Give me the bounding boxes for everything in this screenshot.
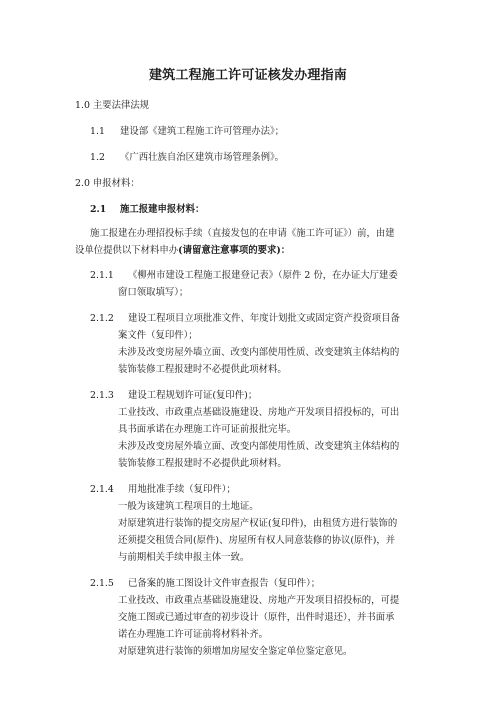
item-line: 对原建筑进行装饰的须增加房屋安全鉴定单位鉴定意见。 xyxy=(118,646,353,657)
intro-note: (请留意注意事项的要求)： xyxy=(178,245,291,256)
item-line: 一般为该建筑工程项目的土地证。 xyxy=(118,501,259,512)
item-text: 建设部《建筑工程施工许可管理办法》； xyxy=(120,126,285,137)
list-item-number: 2.1.5 xyxy=(90,578,114,589)
subsection-title: 施工报建申报材料： xyxy=(120,204,205,215)
section-heading-laws: 1.0 主要法律法规 xyxy=(75,100,150,111)
subsection-heading xyxy=(90,202,204,218)
list-item-number: 2.1.3 xyxy=(90,390,114,401)
list-item-number: 2.1.1 xyxy=(90,270,114,281)
item-line: 建设工程项目立项批准文件、年度计划批文或固定资产投资项目备 xyxy=(128,313,400,324)
item-line: 案文件（复印件）； xyxy=(118,330,198,341)
item-line: 未涉及改变房屋外墙立面、改变内部使用性质、改变建筑主体结构的 xyxy=(118,347,400,358)
item-line: 与前期相关手续申报主体一致。 xyxy=(118,552,250,563)
item-line: 装饰装修工程报建时不必提供此项材料。 xyxy=(118,458,287,469)
item-line: 对原建筑进行装饰的提交房屋产权证(复印件)，由租赁方进行装饰的 xyxy=(118,518,398,529)
item-line: 已备案的施工图设计文件审查报告（复印件）； xyxy=(128,578,321,589)
item-line: 还须提交租赁合同(原件)、房屋所有权人同意装修的协议(原件)，并 xyxy=(118,535,396,546)
item-line: 建设工程规划许可证(复印件)； xyxy=(128,390,258,401)
item-line: 工业技改、市政重点基础设施建设、房地产开发项目招投标的，可出 xyxy=(118,407,400,418)
item-line: 用地批准手续（复印件）； xyxy=(128,484,236,495)
item-line: 工业技改、市政重点基础设施建设、房地产开发项目招投标的，可提 xyxy=(118,595,400,606)
list-item-number: 2.1.4 xyxy=(90,484,114,495)
item-number: 1.2 xyxy=(90,152,105,163)
item-line: 装饰装修工程报建时不必提供此项材料。 xyxy=(118,364,287,375)
intro-text: 设单位提供以下材料申办 xyxy=(75,245,179,256)
item-line: 窗口领取填写）； xyxy=(118,287,189,298)
subsection-number: 2.1 xyxy=(90,204,107,215)
item-text: 《广西壮族自治区建筑市场管理条例》。 xyxy=(120,152,285,163)
item-line: 诺在办理施工许可证前将材料补齐。 xyxy=(118,629,269,640)
item-line: 《柳州市建设工程施工报建登记表》（原件 2 份，在办证大厅建委 xyxy=(128,270,398,281)
intro-line: 施工报建在办理招投标手续（直接发包的在申请《施工许可证》）前，由建 xyxy=(90,228,395,239)
intro-line xyxy=(75,243,290,259)
item-line: 未涉及改变房屋外墙立面、改变内部使用性质、改变建筑主体结构的 xyxy=(118,441,400,452)
list-item-number: 2.1.2 xyxy=(90,313,114,324)
item-number: 1.1 xyxy=(90,126,105,137)
list-item xyxy=(90,124,284,140)
list-item xyxy=(90,150,284,166)
document-title: 建筑工程施工许可证核发办理指南 xyxy=(148,68,347,83)
section-heading-materials: 2.0 申报材料： xyxy=(75,178,140,189)
item-line: 交施工图或已通过审查的初步设计（原件，出件时退还），并书面承 xyxy=(118,612,395,623)
item-line: 具书面承诺在办理施工许可证前报批完毕。 xyxy=(118,424,297,435)
